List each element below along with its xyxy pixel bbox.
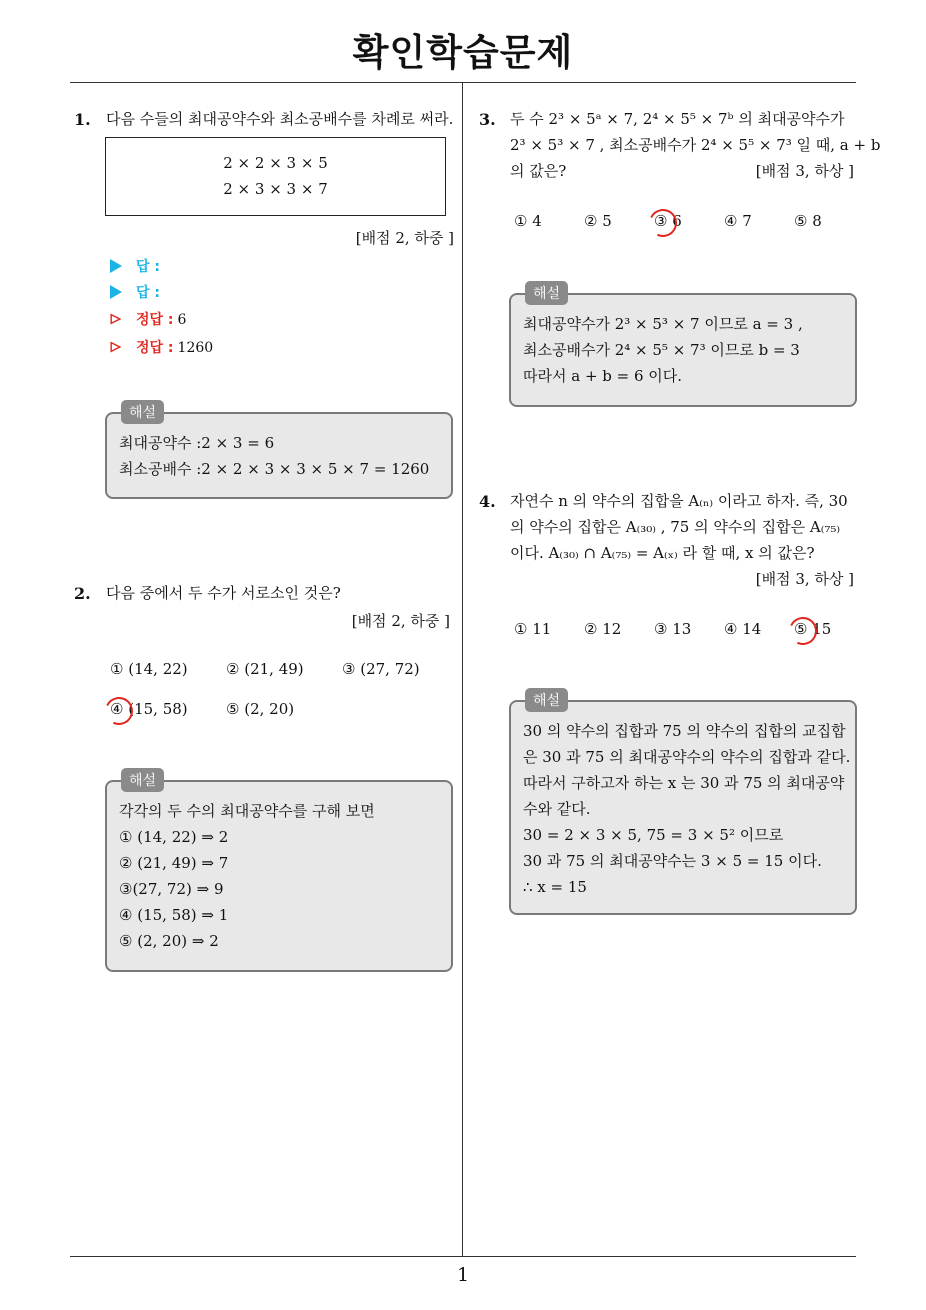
- solution-line: 각각의 두 수의 최대공약수를 구해 보면: [119, 802, 375, 820]
- choice-option[interactable]: ③ 6: [654, 212, 682, 230]
- q3-number: 3.: [479, 110, 496, 129]
- solution-tag: 해설: [525, 281, 568, 305]
- q3-meta: [배점 3, 하상 ]: [755, 162, 854, 180]
- solution-tag: 해설: [525, 688, 568, 712]
- choice-option[interactable]: ③ 13: [654, 620, 692, 638]
- q4-text-line: 이다. A₍₃₀₎ ∩ A₍₇₅₎ = A₍ₓ₎ 라 할 때, x 의 값은?: [510, 544, 815, 562]
- play-arrow-icon: [110, 259, 122, 273]
- answer-label: 답 :: [136, 259, 160, 275]
- outline-arrow-icon: [110, 341, 121, 353]
- answer-circle-icon: [645, 205, 681, 241]
- q1-solution-box: [105, 405, 453, 499]
- choice-option[interactable]: ⑤ (2, 20): [226, 700, 295, 718]
- bottom-rule: [70, 1256, 856, 1257]
- q4-number: 4.: [479, 492, 496, 511]
- solution-line: 따라서 구하고자 하는 x 는 30 과 75 의 최대공약: [523, 774, 845, 792]
- solution-line: ④ (15, 58) ⇒ 1: [119, 906, 229, 924]
- q1-correct-row: [110, 337, 213, 357]
- solution-line: 30 과 75 의 최대공약수는 3 × 5 = 15 이다.: [523, 852, 822, 870]
- q3-solution-box: [509, 286, 857, 407]
- solution-line: 최대공약수가 2³ × 5³ × 7 이므로 a = 3 ,: [523, 315, 803, 333]
- play-arrow-icon: [110, 285, 122, 299]
- q4-text: [510, 488, 860, 566]
- q3-text-line: 의 값은?: [510, 162, 567, 180]
- q1-correct-row: [110, 309, 186, 329]
- solution-line: ∴ x = 15: [523, 878, 587, 896]
- q2-number: 2.: [74, 584, 91, 603]
- q1-expression-box: [105, 137, 446, 216]
- choice-option[interactable]: ④ (15, 58): [110, 700, 188, 718]
- q4-solution-box: [509, 693, 857, 915]
- q3-text-line: 두 수 2³ × 5ᵃ × 7, 2⁴ × 5⁵ × 7ᵇ 의 최대공약수가: [510, 110, 845, 128]
- q2-meta: [배점 2, 하중 ]: [351, 612, 450, 630]
- solution-line: 따라서 a + b = 6 이다.: [523, 367, 683, 385]
- q1-box-line: 2 × 2 × 3 × 5: [223, 154, 328, 172]
- choice-option[interactable]: ② 5: [584, 212, 612, 230]
- choice-option[interactable]: ⑤ 15: [794, 620, 832, 638]
- solution-line: 은 30 과 75 의 최대공약수의 약수의 집합과 같다.: [523, 748, 851, 766]
- solution-line: ② (21, 49) ⇒ 7: [119, 854, 229, 872]
- outline-arrow-icon: [110, 313, 121, 325]
- q1-answer-row: [110, 256, 160, 276]
- solution-line: 수와 같다.: [523, 800, 591, 818]
- choice-option[interactable]: ③ (27, 72): [342, 660, 420, 678]
- solution-line: 30 의 약수의 집합과 75 의 약수의 집합의 교집합: [523, 722, 846, 740]
- answer-label: 답 :: [136, 285, 160, 301]
- choice-option[interactable]: ④ 7: [724, 212, 752, 230]
- q2-text: 다음 중에서 두 수가 서로소인 것은?: [106, 584, 341, 602]
- solution-line: 최소공배수 :2 × 2 × 3 × 3 × 5 × 7 = 1260: [119, 460, 430, 478]
- answer-circle-icon: [101, 693, 137, 729]
- top-rule: [70, 82, 856, 83]
- q2-solution-box: [105, 773, 453, 972]
- choice-option[interactable]: ② (21, 49): [226, 660, 304, 678]
- q1-number: 1.: [74, 110, 91, 129]
- choice-option[interactable]: ④ 14: [724, 620, 762, 638]
- q1-answer-row: [110, 282, 160, 302]
- solution-line: ③(27, 72) ⇒ 9: [119, 880, 224, 898]
- choice-option[interactable]: ⑤ 8: [794, 212, 822, 230]
- page-number: 1: [456, 1264, 470, 1286]
- column-divider: [462, 82, 463, 1257]
- q4-text-line: 자연수 n 의 약수의 집합을 A₍ₙ₎ 이라고 하자. 즉, 30: [510, 492, 848, 510]
- choice-option[interactable]: ① (14, 22): [110, 660, 188, 678]
- solution-tag: 해설: [121, 768, 164, 792]
- correct-value: 6: [177, 312, 187, 328]
- solution-line: 최대공약수 :2 × 3 = 6: [119, 434, 275, 452]
- q1-box-line: 2 × 3 × 3 × 7: [223, 180, 328, 198]
- correct-label: 정답 :: [136, 312, 174, 328]
- answer-circle-icon: [785, 613, 821, 649]
- q1-meta: [배점 2, 하중 ]: [355, 229, 454, 247]
- q4-meta: [배점 3, 하상 ]: [755, 570, 854, 588]
- page-title: 확인학습문제: [352, 31, 574, 74]
- q4-text-line: 의 약수의 집합은 A₍₃₀₎ , 75 의 약수의 집합은 A₍₇₅₎: [510, 518, 841, 536]
- solution-line: ⑤ (2, 20) ⇒ 2: [119, 932, 219, 950]
- correct-value: 1260: [177, 340, 214, 356]
- choice-option[interactable]: ① 4: [514, 212, 542, 230]
- q1-text: 다음 수들의 최대공약수와 최소공배수를 차례로 써라.: [106, 110, 454, 128]
- solution-line: 30 = 2 × 3 × 5, 75 = 3 × 5² 이므로: [523, 826, 784, 844]
- correct-label: 정답 :: [136, 340, 174, 356]
- solution-line: ① (14, 22) ⇒ 2: [119, 828, 229, 846]
- choice-option[interactable]: ② 12: [584, 620, 622, 638]
- choice-option[interactable]: ① 11: [514, 620, 552, 638]
- q3-text-line: 2³ × 5³ × 7 , 최소공배수가 2⁴ × 5⁵ × 7³ 일 때, a + b: [510, 136, 881, 154]
- solution-tag: 해설: [121, 400, 164, 424]
- solution-line: 최소공배수가 2⁴ × 5⁵ × 7³ 이므로 b = 3: [523, 341, 800, 359]
